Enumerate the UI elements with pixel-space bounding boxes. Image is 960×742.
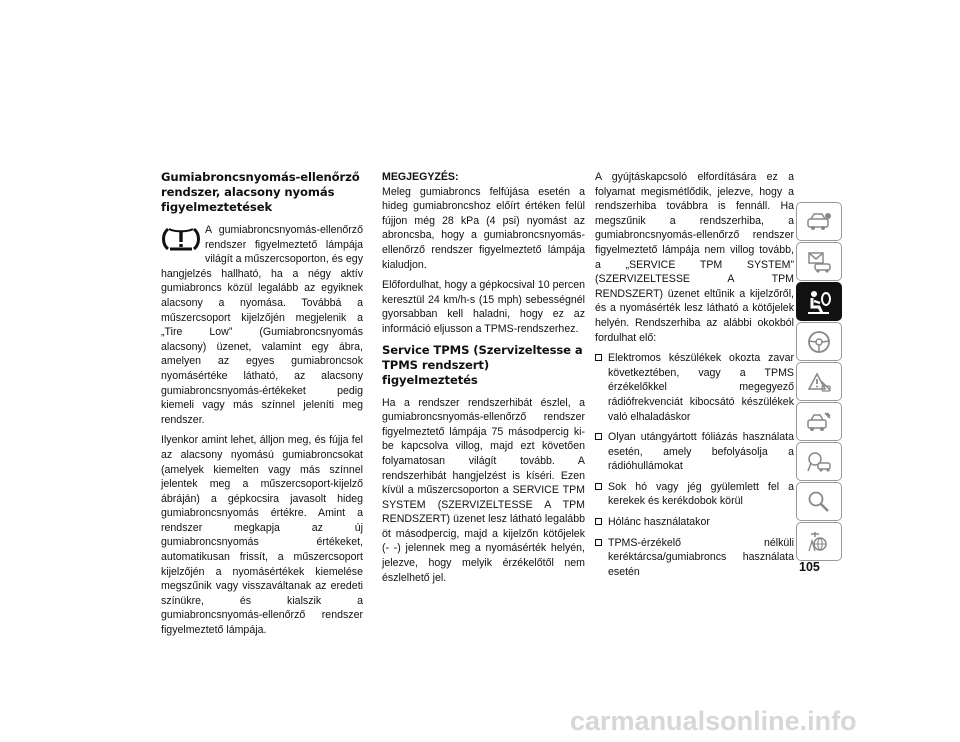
low-pressure-paragraph-2: Ilyenkor amint lehet, álljon meg, és fújja fel az alacsony nyomású gumiabroncsokat (amelyek kiemelten vagy más színnel jelentek meg a műszercsoport-kijelző ábráján) a gépkocsira javasolt hideg gumiabroncsnyomás értékre. Amint a rendszer megkapja az új gumiabroncsnyomás értékeket, automatikusan frissít, a műszercsoport kijelzőjén a nyomásértékek kiemelése megszűnik vagy visszaváltanak az eredeti színükre, és kialszik a gumiabroncsnyomás-ellenőrző rendszer figyelmeztető lámpája. xyxy=(161,434,363,637)
service-tpms-paragraph: Ha a rendszer rendszerhibát észlel, a gumiabroncsnyomás-ellenőrző rendszer figyelmeztető lámpája 75 másodpercig ki-be kapcsolva villog, majd ezt követően folyamatosan világít tovább. A rendszerhibát hangjelzést is kíséri. Ezen kívül a műszercsoporton a SERVICE TPM SYSTEM (SZERVIZELTESSE A TPM RENDSZERT) üzenet lesz látható legalább öt másodpercig, majd a kijelzőn kötőjelek (- -) jelennek meg a nyomásérték helyén, jelezve, hogy melyik érzékelőtől nem észlelhető jel. xyxy=(382,396,585,584)
watermark-text: carmanualsonline.info xyxy=(570,706,857,736)
tab-steering-wheel[interactable] xyxy=(796,322,842,361)
warning-car-icon xyxy=(805,369,833,395)
low-pressure-paragraph-1: A gumiabroncsnyomás-ellenőrző rendszer figyelmeztető lámpája világít a műszercsoporton, és egy hangjelzés hallható, ha a négy aktív gumiabroncs közül legalább az egyiknek alacsony a nyomása. Továbbá a műszercsoport kijelzőjén megjelenik a „Tire Low” (Gumiabroncsnyomás alacsony) üzenet, valamint egy ábra, amelyen az egyes gumiabroncsok nyomásértéke látható, az alacsony gumiabroncsnyomás-értékeket pedig kiemeli vagy más színnel jeleníti meg rendszer. xyxy=(161,224,363,426)
bullet-box-icon xyxy=(595,433,602,440)
list-item: TPMS-érzékelő nélküli keréktárcsa/gumiabroncs használata esetén xyxy=(595,536,794,580)
chapter-tabs xyxy=(796,202,842,562)
bullet-box-icon xyxy=(595,483,602,490)
tab-mail-car[interactable] xyxy=(796,242,842,281)
magnifier-icon xyxy=(805,489,833,515)
list-item: Sok hó vagy jég gyülemlett fel a kerekek és kerékdobok körül xyxy=(595,480,794,509)
car-info-icon xyxy=(805,209,833,235)
section-heading-service-tpms: Service TPMS (Szervizeltesse a TPMS rendszert) figyelmeztetés xyxy=(382,342,583,387)
tab-warning-car[interactable] xyxy=(796,362,842,401)
column-3 xyxy=(595,170,794,585)
tab-road-car[interactable] xyxy=(796,442,842,481)
column-2 xyxy=(382,170,585,591)
car-wrench-icon xyxy=(805,409,833,435)
page-number: 105 xyxy=(799,560,820,574)
list-item: Elektromos készülékek okozta zavar következtében, vagy a TPMS érzékelőkkel megegyező rádiófrekvenciát kibocsátó készülékek való elhaladáskor xyxy=(595,351,794,424)
bullet-box-icon xyxy=(595,354,602,361)
note-paragraph-1: Meleg gumiabroncs felfújása esetén a hideg gumiabroncshoz előírt értéken felül fújjon még 28 kPa (4 psi) nyomást az abroncsba, hogy a gumiabroncsnyomás-ellenőrző rendszer figyelmeztető lámpája kialudjon. xyxy=(382,185,585,271)
steering-wheel-icon xyxy=(805,329,833,355)
tab-car-info[interactable] xyxy=(796,202,842,241)
tpms-paragraph-block xyxy=(161,223,363,427)
tab-search[interactable] xyxy=(796,482,842,521)
tab-languages[interactable] xyxy=(796,522,842,561)
system-fault-paragraph: A gyújtáskapcsoló elfordítására ez a folyamat megismétlődik, jelezve, hogy a rendszerhiba továbbra is fennáll. Ha megszűnik a rendszerhiba, a gumiabroncsnyomás-ellenőrző rendszer figyelmeztető lámpája nem villog tovább, a „SERVICE TPM SYSTEM” (SZERVIZELTESSE A TPM RENDSZERT) üzenet eltűnik a kijelzőről, és a nyomásérték lesz látható a kötőjelek helyén. Rendszerhiba az alábbi okokból fordulhat elő: xyxy=(595,171,794,344)
column-1 xyxy=(161,170,363,644)
fault-causes-list xyxy=(595,351,794,579)
list-item: Hólánc használatakor xyxy=(595,515,794,530)
tab-car-wrench[interactable] xyxy=(796,402,842,441)
list-item: Olyan utángyártott fóliázás használata esetén, amely befolyásolja a rádióhullámokat xyxy=(595,430,794,474)
bullet-box-icon xyxy=(595,518,602,525)
section-heading-low-pressure: Gumiabroncsnyomás-ellenőrző rendszer, alacsony nyomás figyelmeztetések xyxy=(161,170,360,214)
airbag-seat-icon xyxy=(805,289,833,315)
bullet-box-icon xyxy=(595,539,602,546)
road-car-icon xyxy=(805,449,833,475)
note-title: MEGJEGYZÉS: xyxy=(382,171,459,183)
tpms-warning-icon xyxy=(161,225,201,253)
language-icon xyxy=(805,529,833,555)
note-paragraph-2: Előfordulhat, hogy a gépkocsival 10 percen keresztül 24 km/h-s (15 mph) sebességnél gyorsabban kell haladni, hogy ez az információ eljusson a TPMS-rendszerhez. xyxy=(382,279,585,335)
mail-car-icon xyxy=(805,249,833,275)
tab-airbag-seat[interactable] xyxy=(796,282,842,321)
